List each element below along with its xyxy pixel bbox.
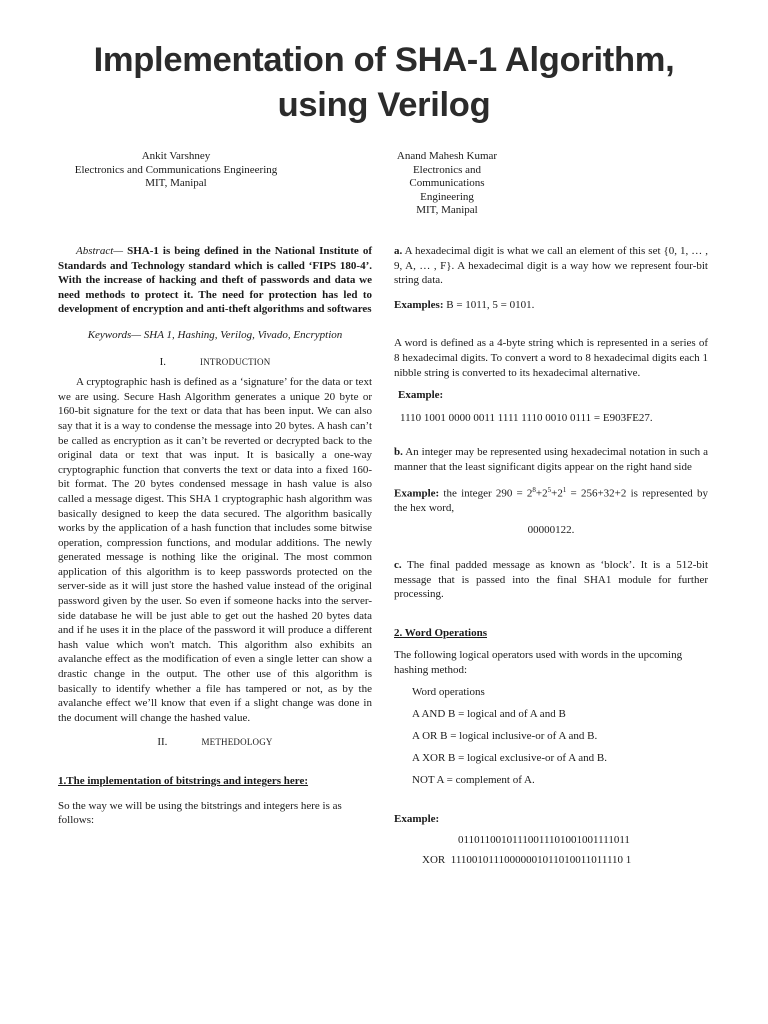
exponent: 8 [532, 485, 536, 494]
bitstring-line-1: 01101100101110011101001001111011 [458, 833, 630, 846]
author-1-name: Ankit Varshney [141, 150, 211, 162]
author-2 [394, 150, 500, 218]
paper-title-line-1: Implementation of SHA-1 Algorithm, [93, 41, 675, 79]
paper-title-line-2: using Verilog [277, 86, 491, 124]
list-item: A AND B = logical and of A and B [412, 708, 566, 721]
item-b [394, 445, 708, 474]
item-c-label: c. [394, 558, 402, 571]
word-operations-intro: The following logical operators used with words in the upcoming hashing method: [394, 649, 683, 676]
list-item: Word operations [412, 686, 485, 699]
list-item: NOT A = complement of A. [412, 774, 535, 787]
equation-text: +2 [551, 487, 563, 500]
subsection-heading-word-operations: 2. Word Operations [394, 626, 488, 639]
equation-text: = 256+32+2 is represented by the hex word, [394, 487, 708, 514]
item-c-text: The final padded message as known as ‘block’. It is a 512-bit message that is passed into the final SHA1 module for further processing. [394, 558, 708, 601]
equation-text: the integer 290 = 2 [439, 487, 533, 500]
abstract-text: SHA-1 is being defined in the National Institute of Standards and Technology standard which is called ‘FIPS 180-4’. With the increase of hacking and theft of passwords and data we need methods to protect it. The need for protection has led to development of encryption and anti-theft algorithms and softwares [58, 245, 372, 316]
section-heading-introduction [58, 355, 372, 370]
examples-text: B = 1011, 5 = 0101. [443, 298, 535, 311]
item-b-label: b. [394, 446, 403, 459]
author-1-affiliation: Electronics and Communications Engineering [74, 163, 278, 176]
bitstring-value: 11100101110000001011010011011110 1 [450, 854, 632, 867]
section-title: INTRODUCTION [200, 356, 271, 367]
author-2-institution: MIT, Manipal [416, 204, 478, 216]
item-b-example [394, 483, 708, 516]
paper-title [40, 38, 728, 128]
author-2-name: Anand Mahesh Kumar [396, 150, 498, 162]
section-heading-methodology [58, 735, 372, 750]
introduction-paragraph: A cryptographic hash is defined as a ‘signature’ for the data or text we are using. Secure Hash Algorithm generates a unique 20 byte or 160-bit signature for the text or data that has been input. We can also say that it is a way to condense the message into 20 bytes. A hash can’t be called as encryption as it can’t be reverted or decrypted back to the original data or text that was input. It is basically a one-way cryptographic function that converts the text or data into a fixed 160-bit format. The 20 bytes condensed message in hash value is also called a message digest. This SHA 1 cryptographic hash algorithm was basically designed to keep the data secured. The algorithm basically works by the application of a hash function that includes some bitwise operation, compression functions, and modular additions. The newly generated message is nothing like the original. The most common application of this algorithm is to keep passwords protected on the server-side as it will just store the hashed value instead of the original password given by the user. So even if someone hacks into the server-side database he will be just able to get out the hashed 20 bytes data and if he uses it in the place of the password it will produce a different hash value which won't match. This algorithm also exhibits an avalanche effect as the modification of even a single letter can show a drastic change in the output. The other use of this algorithm is basically to identify whether a file has tampered or not, as by the avalanche effect we’ll know that even if a slight change was done in the document will change the hashed value. [58, 376, 372, 724]
xor-label: XOR [422, 854, 446, 867]
section-number: I. [159, 355, 166, 368]
item-a [394, 244, 708, 288]
author-2-affiliation-line-2: Communications [409, 177, 485, 189]
examples-label: Examples: [394, 298, 444, 311]
section-title: METHEDOLOGY [201, 737, 273, 748]
abstract [58, 244, 372, 317]
author-1-institution: MIT, Manipal [145, 177, 207, 189]
section-number: II. [157, 736, 168, 749]
abstract-lead: Abstract— [76, 245, 124, 257]
examples-line [394, 298, 708, 313]
item-b-text: An integer may be represented using hexadecimal notation in such a manner that the least significant digits appear on the right hand side [394, 446, 708, 473]
word-definition: A word is defined as a 4-byte string which is represented in a series of 8 hexadecimal digits. To convert a word to 8 hexadecimal digits each 1 nibble string is converted to its hexadecimal alternative. [394, 337, 708, 379]
subsection-heading-bitstrings: 1.The implementation of bitstrings and integers here: [58, 775, 309, 787]
list-item: A OR B = logical inclusive-or of A and B. [412, 730, 598, 743]
hex-word: 00000122. [527, 524, 575, 537]
item-a-text: A hexadecimal digit is what we call an element of this set {0, 1, … , 9, A, … , F}. A hexadecimal digit is a way how we represent four-bit string data. [394, 245, 708, 287]
equation-text: +2 [535, 487, 548, 500]
example-bits: 1110 1001 0000 0011 1111 1110 0010 0111 = E903FE27. [400, 411, 653, 424]
list-item: A XOR B = logical exclusive-or of A and B. [412, 752, 608, 765]
author-2-affiliation-line-3: Engineering [420, 190, 474, 203]
word-operations-list [394, 685, 708, 788]
author-1 [58, 150, 294, 191]
bitstring-line-2 [394, 853, 708, 868]
keywords: Keywords— SHA 1, Hashing, Verilog, Vivado, Encryption [87, 328, 343, 341]
item-a-label: a. [394, 245, 403, 257]
author-2-affiliation-line-1: Electronics and [412, 163, 482, 176]
final-example-label: Example: [394, 813, 440, 825]
subsection-bitstrings-text: So the way we will be using the bitstrings and integers here is as follows: [58, 799, 342, 827]
left-column [58, 244, 372, 828]
exponent: 1 [562, 485, 567, 494]
item-c [394, 558, 708, 602]
exponent: 5 [547, 485, 552, 494]
item-b-example-label: Example: [394, 487, 440, 500]
example-label: Example: [398, 389, 444, 402]
right-column [394, 244, 708, 868]
